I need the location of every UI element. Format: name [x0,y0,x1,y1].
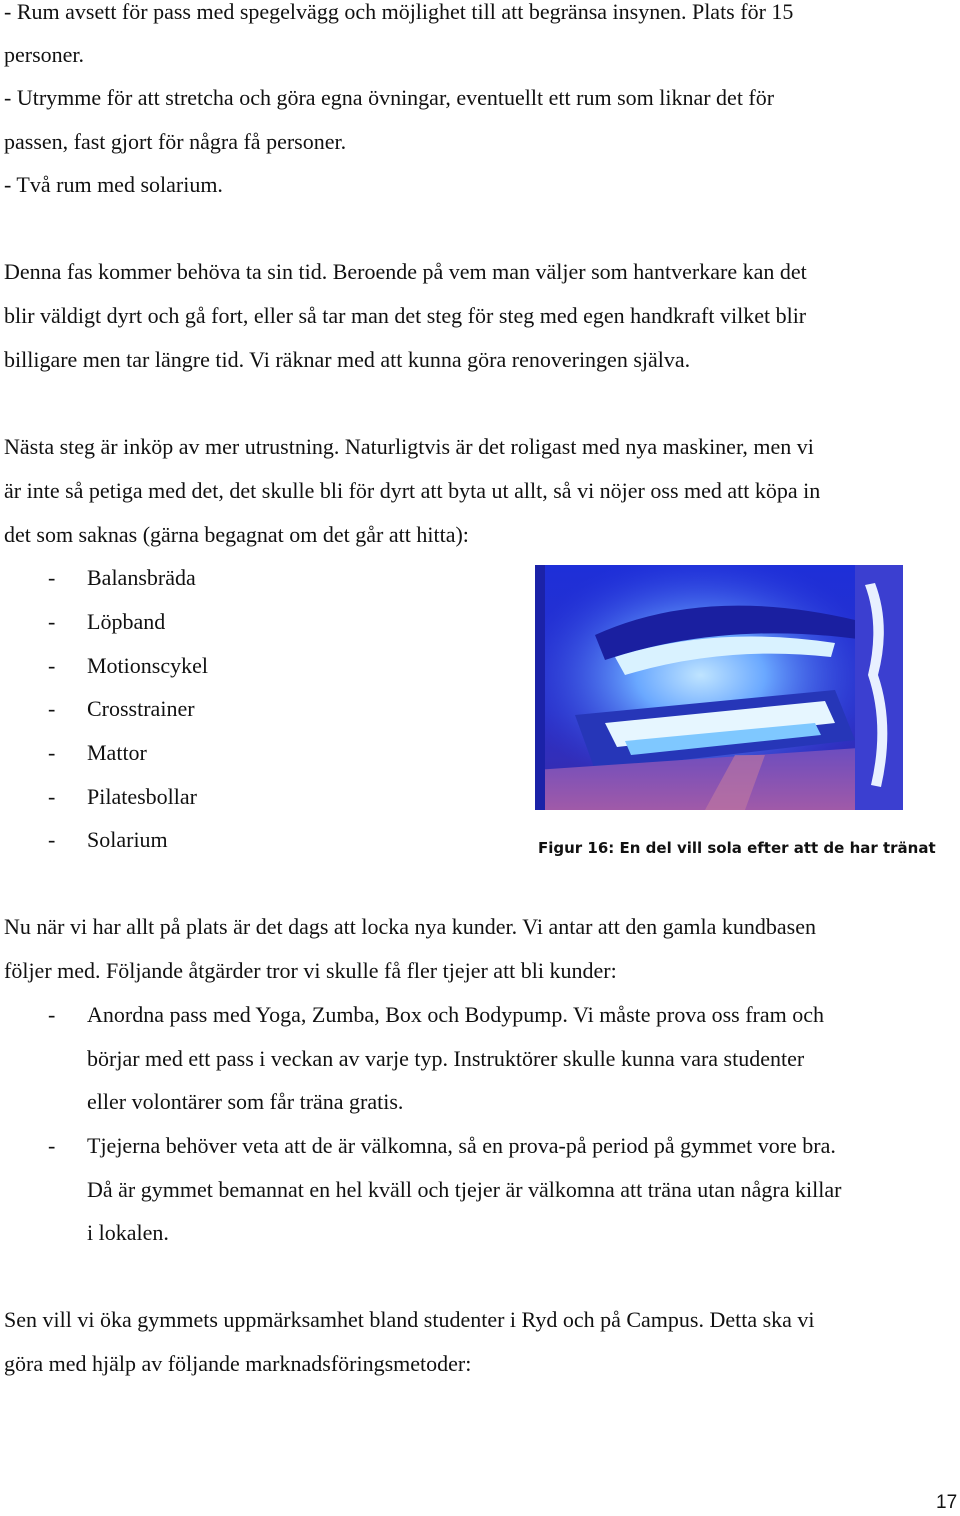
paragraph-line: Denna fas kommer behöva ta sin tid. Beroende på vem man väljer som hantverkare kan det [4,259,807,284]
equipment-item: Mattor [87,740,147,765]
paragraph-line: följer med. Följande åtgärder tror vi skulle få fler tjejer att bli kunder: [4,958,617,983]
paragraph-line: blir väldigt dyrt och gå fort, eller så tar man det steg för steg med egen handkraft vilket blir [4,303,807,328]
action-line: eller volontärer som får träna gratis. [87,1089,404,1114]
solarium-photo [535,565,903,810]
equipment-item: Balansbräda [87,565,196,590]
list-dash: - [48,827,56,852]
paragraph-line: Sen vill vi öka gymmets uppmärksamhet bland studenter i Ryd och på Campus. Detta ska vi [4,1307,815,1332]
equipment-item: Löpband [87,609,166,634]
list-dash: - [48,1002,56,1027]
action-line: i lokalen. [87,1220,169,1245]
page-number: 17 [936,1492,958,1513]
paragraph-line: Nu när vi har allt på plats är det dags att locka nya kunder. Vi antar att den gamla kundbasen [4,914,817,939]
list-dash: - [48,565,56,590]
paragraph-line: det som saknas (gärna begagnat om det går att hitta): [4,522,469,547]
intro-line: personer. [4,42,85,67]
list-dash: - [48,609,56,634]
list-dash: - [48,784,56,809]
equipment-item: Pilatesbollar [87,784,197,809]
equipment-item: Motionscykel [87,653,208,678]
paragraph-line: billigare men tar längre tid. Vi räknar med att kunna göra renoveringen själva. [4,347,691,372]
list-dash: - [48,696,56,721]
figure-caption: Figur 16: En del vill sola efter att de har tränat [538,839,936,857]
list-dash: - [48,653,56,678]
list-dash: - [48,740,56,765]
paragraph-line: Nästa steg är inköp av mer utrustning. Naturligtvis är det roligast med nya maskiner, men vi [4,434,814,459]
action-line: börjar med ett pass i veckan av varje typ. Instruktörer skulle kunna vara studenter [87,1046,805,1071]
action-line: Då är gymmet bemannat en hel kväll och tjejer är välkomna att träna utan några killar [87,1177,842,1202]
intro-line: passen, fast gjort för några få personer. [4,129,347,154]
action-line: Tjejerna behöver veta att de är välkomna, så en prova-på period på gymmet vore bra. [87,1133,836,1158]
action-line: Anordna pass med Yoga, Zumba, Box och Bodypump. Vi måste prova oss fram och [87,1002,825,1027]
paragraph-line: är inte så petiga med det, det skulle bli för dyrt att byta ut allt, så vi nöjer oss med att köpa in [4,478,821,503]
list-dash: - [48,1133,56,1158]
intro-line: - Två rum med solarium. [4,172,223,197]
equipment-item: Crosstrainer [87,696,195,721]
equipment-item: Solarium [87,827,168,852]
paragraph-line: göra med hjälp av följande marknadsföringsmetoder: [4,1351,472,1376]
intro-line: - Rum avsett för pass med spegelvägg och möjlighet till att begränsa insynen. Plats för 15 [4,0,794,24]
intro-line: - Utrymme för att stretcha och göra egna övningar, eventuellt ett rum som liknar det för [4,85,775,110]
